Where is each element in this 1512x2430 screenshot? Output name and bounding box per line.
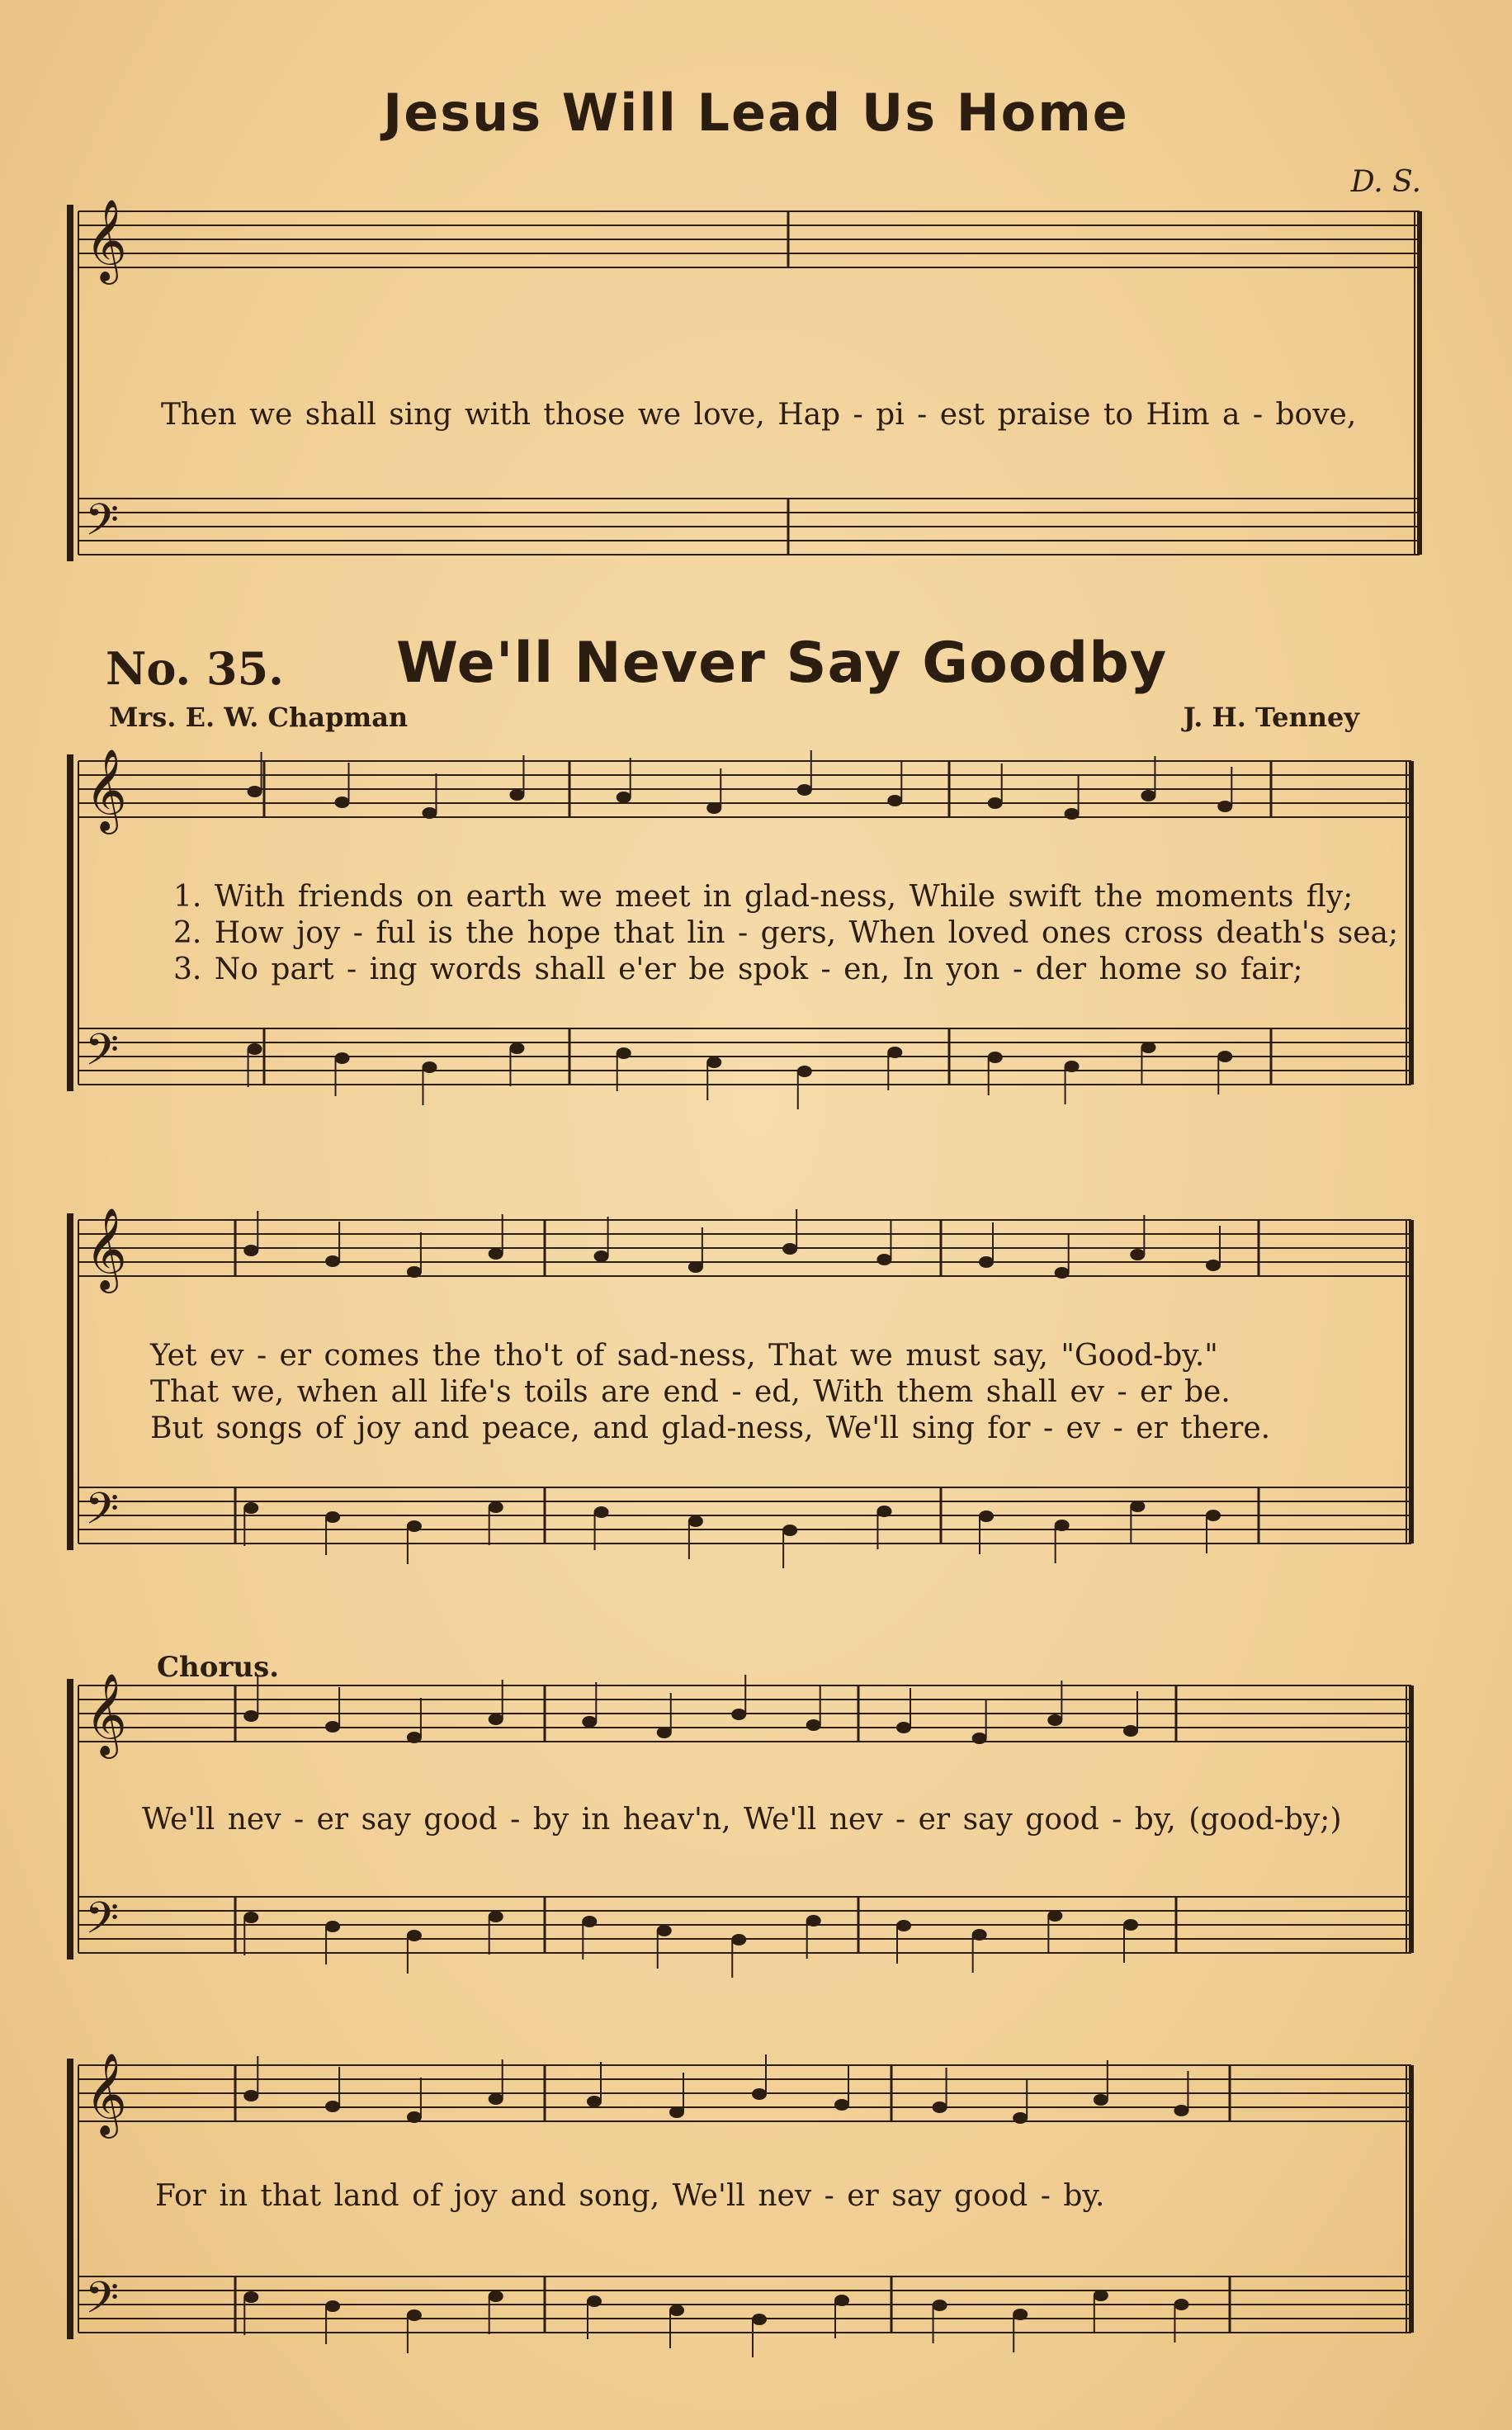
note-head bbox=[243, 1710, 258, 1722]
note-head bbox=[988, 797, 1003, 809]
first-hymn-lyric: Then we shall sing with those we love, Hap - pi - est praise to Him a - bove, bbox=[161, 398, 1357, 432]
hymn-title: We'll Never Say Goodby bbox=[396, 631, 1168, 696]
note-head bbox=[325, 1511, 340, 1523]
note-head bbox=[834, 2099, 849, 2111]
note-head bbox=[972, 1929, 987, 1941]
note-head bbox=[617, 1047, 631, 1059]
note-head bbox=[972, 1733, 987, 1744]
music-credit: J. H. Tenney bbox=[1183, 702, 1359, 733]
note-head bbox=[1141, 790, 1155, 801]
hymn-number: No. 35. bbox=[106, 642, 284, 695]
words-credit: Mrs. E. W. Chapman bbox=[109, 702, 409, 733]
note-head bbox=[1123, 1725, 1138, 1737]
verse-1-line-2: Yet ev - er comes the tho't of sad-ness, That we must say, "Good-by." bbox=[150, 1339, 1218, 1373]
note-head bbox=[407, 1520, 422, 1532]
note-head bbox=[896, 1722, 911, 1733]
note-head bbox=[594, 1506, 609, 1518]
note-head bbox=[876, 1506, 891, 1517]
note-head bbox=[489, 1911, 503, 1922]
note-head bbox=[979, 1256, 994, 1268]
bass-clef-icon: 𝄢 bbox=[85, 495, 120, 556]
note-head bbox=[1047, 1910, 1062, 1922]
note-head bbox=[887, 1047, 902, 1058]
verse-3-line-1: 3. No part - ing words shall e'er be spok - en, In yon - der home so fair; bbox=[173, 953, 1303, 986]
note-head bbox=[1055, 1520, 1070, 1531]
bass-clef-icon: 𝄢 bbox=[85, 1025, 120, 1086]
note-head bbox=[657, 1727, 672, 1738]
note-head bbox=[243, 2291, 258, 2303]
note-head bbox=[587, 2096, 602, 2107]
treble-staff-4 bbox=[78, 2065, 1411, 2121]
note-head bbox=[1130, 1249, 1145, 1260]
bass-staff-1 bbox=[78, 1028, 1411, 1085]
note-head bbox=[731, 1709, 746, 1720]
bass-clef-icon: 𝄢 bbox=[85, 1484, 120, 1545]
note-head bbox=[933, 2300, 947, 2311]
note-head bbox=[509, 789, 524, 801]
bass-clef-icon: 𝄢 bbox=[85, 1893, 120, 1955]
note-head bbox=[782, 1243, 797, 1255]
first-hymn-title: Jesus Will Lead Us Home bbox=[383, 83, 1129, 143]
note-head bbox=[335, 1052, 350, 1064]
chorus-line-2: For in that land of joy and song, We'll nev - er say good - by. bbox=[155, 2179, 1105, 2213]
treble-clef-icon: 𝄞 bbox=[85, 1208, 127, 1290]
treble-clef-icon: 𝄞 bbox=[85, 199, 127, 281]
note-head bbox=[669, 2106, 684, 2118]
bass-staff-3 bbox=[78, 1897, 1411, 1953]
note-head bbox=[407, 1732, 422, 1743]
note-head bbox=[896, 1920, 911, 1931]
note-head bbox=[752, 2314, 767, 2325]
note-head bbox=[688, 1261, 703, 1273]
note-head bbox=[1065, 1061, 1080, 1072]
note-head bbox=[1055, 1267, 1070, 1279]
note-head bbox=[706, 1057, 721, 1068]
bass-clef-icon: 𝄢 bbox=[85, 2273, 120, 2334]
note-head bbox=[325, 2300, 340, 2312]
note-head bbox=[834, 2295, 849, 2306]
note-head bbox=[979, 1510, 994, 1522]
note-head bbox=[248, 786, 262, 797]
note-head bbox=[1174, 2299, 1188, 2310]
note-head bbox=[407, 1266, 422, 1278]
note-head bbox=[1141, 1042, 1155, 1053]
note-head bbox=[489, 1501, 503, 1513]
note-head bbox=[806, 1719, 821, 1731]
note-head bbox=[782, 1525, 797, 1536]
note-head bbox=[1123, 1919, 1138, 1931]
note-head bbox=[325, 1721, 340, 1733]
treble-staff-0 bbox=[78, 211, 1420, 267]
bass-staff-4 bbox=[78, 2276, 1411, 2333]
note-head bbox=[407, 1930, 422, 1941]
verse-2-line-2: That we, when all life's toils are end - ed, With them shall ev - er be. bbox=[150, 1375, 1231, 1409]
note-head bbox=[422, 807, 437, 819]
chorus-line-1: We'll nev - er say good - by in heav'n, We'll nev - er say good - by, (good-by;) bbox=[142, 1803, 1342, 1837]
note-head bbox=[243, 1912, 258, 1923]
note-head bbox=[1047, 1714, 1062, 1726]
note-head bbox=[988, 1052, 1003, 1063]
note-head bbox=[407, 2309, 422, 2321]
note-head bbox=[489, 1714, 503, 1725]
treble-staff-1 bbox=[78, 761, 1411, 817]
verse-1-line-1: 1. With friends on earth we meet in glad-ness, While swift the moments fly; bbox=[173, 880, 1354, 914]
note-head bbox=[248, 1043, 262, 1055]
note-head bbox=[657, 1925, 672, 1936]
note-head bbox=[1206, 1510, 1221, 1521]
note-head bbox=[887, 795, 902, 806]
note-head bbox=[669, 2305, 684, 2316]
note-head bbox=[706, 802, 721, 814]
note-head bbox=[582, 1916, 597, 1927]
note-head bbox=[407, 2111, 422, 2123]
note-head bbox=[1013, 2309, 1028, 2320]
note-head bbox=[325, 1255, 340, 1267]
note-head bbox=[876, 1254, 891, 1265]
note-head bbox=[797, 784, 812, 796]
note-head bbox=[243, 1245, 258, 1256]
note-head bbox=[1065, 808, 1080, 820]
note-head bbox=[1130, 1501, 1145, 1512]
treble-clef-icon: 𝄞 bbox=[85, 2053, 127, 2135]
note-head bbox=[587, 2295, 602, 2307]
note-head bbox=[489, 2291, 503, 2302]
note-head bbox=[752, 2088, 767, 2100]
note-head bbox=[1217, 801, 1232, 812]
note-head bbox=[1206, 1260, 1221, 1271]
note-head bbox=[325, 1921, 340, 1932]
note-head bbox=[243, 2090, 258, 2101]
note-head bbox=[509, 1042, 524, 1054]
note-head bbox=[1013, 2112, 1028, 2124]
note-head bbox=[489, 2093, 503, 2105]
treble-clef-icon: 𝄞 bbox=[85, 1673, 127, 1756]
note-head bbox=[1094, 2094, 1108, 2106]
note-head bbox=[617, 792, 631, 803]
note-head bbox=[1174, 2105, 1188, 2116]
ds-marker: D. S. bbox=[1350, 165, 1421, 199]
note-head bbox=[335, 797, 350, 808]
note-head bbox=[731, 1934, 746, 1945]
note-head bbox=[1217, 1051, 1232, 1062]
note-head bbox=[422, 1061, 437, 1073]
treble-clef-icon: 𝄞 bbox=[85, 749, 127, 831]
bass-staff-0 bbox=[78, 499, 1420, 555]
note-head bbox=[933, 2101, 947, 2113]
note-head bbox=[797, 1066, 812, 1077]
verse-3-line-2: But songs of joy and peace, and glad-ness, We'll sing for - ev - er there. bbox=[150, 1411, 1271, 1445]
note-head bbox=[806, 1915, 821, 1927]
note-head bbox=[243, 1502, 258, 1514]
note-head bbox=[325, 2101, 340, 2112]
chorus-label: Chorus. bbox=[157, 1651, 280, 1684]
note-head bbox=[489, 1248, 503, 1260]
note-head bbox=[1094, 2290, 1108, 2301]
note-head bbox=[688, 1515, 703, 1527]
verse-2-line-1: 2. How joy - ful is the hope that lin - gers, When loved ones cross death's sea; bbox=[173, 916, 1399, 950]
note-head bbox=[594, 1250, 609, 1262]
note-head bbox=[582, 1716, 597, 1728]
